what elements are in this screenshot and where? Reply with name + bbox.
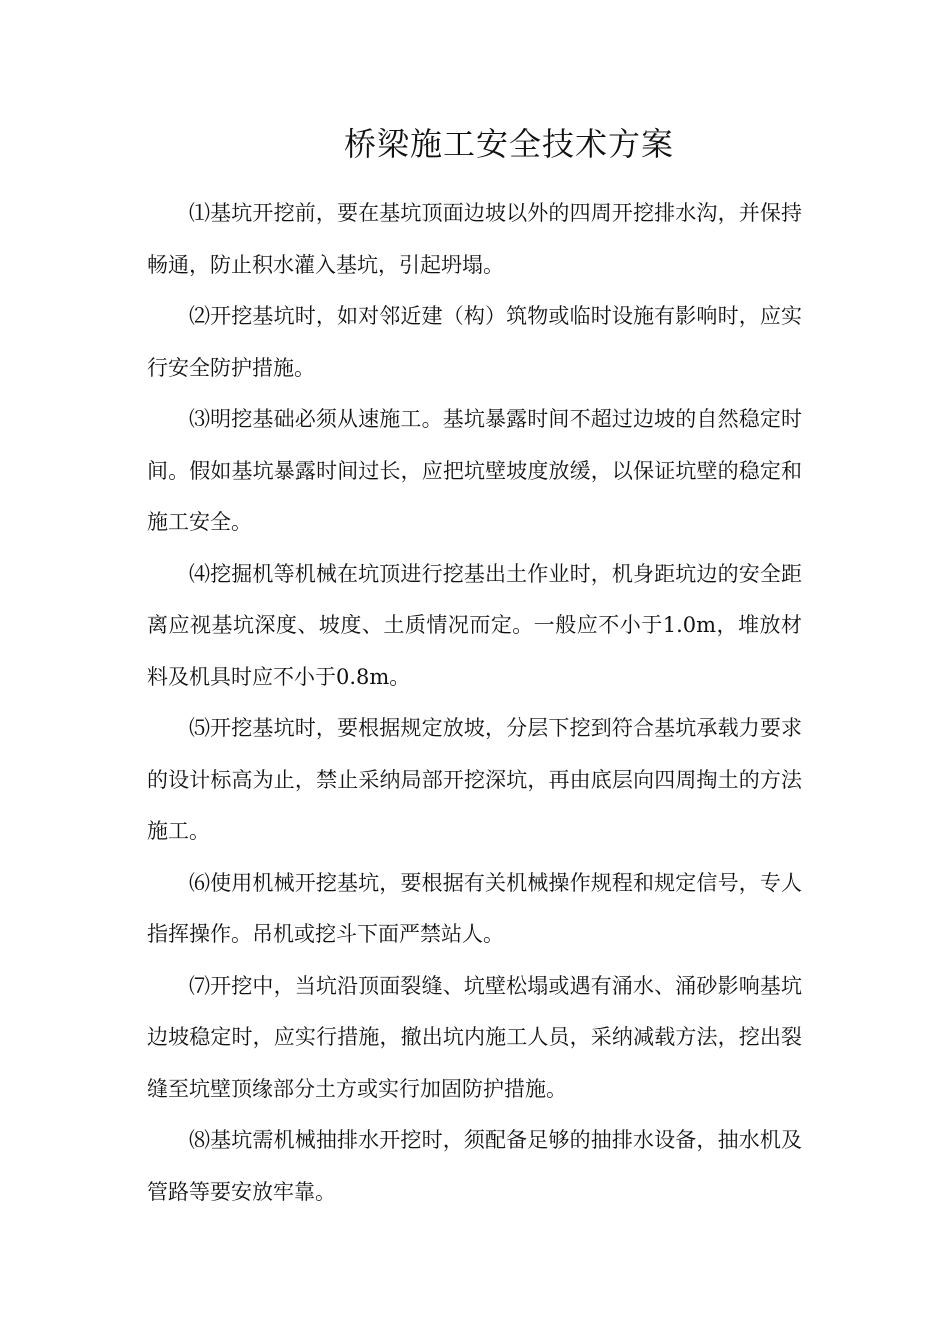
- paragraph-6: ⑹使用机械开挖基坑，要根据有关机械操作规程和规定信号，专人指挥操作。吊机或挖斗下面严禁站人。: [147, 870, 802, 946]
- document-body: [147, 188, 802, 1218]
- paragraph-8: ⑻基坑需机械抽排水开挖时，须配备足够的抽排水设备，抽水机及管路等要安放牢靠。: [147, 1128, 802, 1204]
- paragraph-1: ⑴基坑开挖前，要在基坑顶面边坡以外的四周开挖排水沟，并保持畅通，防止积水灌入基坑，引起坍塌。: [147, 201, 802, 277]
- paragraph-7: ⑺开挖中，当坑沿顶面裂缝、坑壁松塌或遇有涌水、涌砂影响基坑边坡稳定时，应实行措施，撤出坑内施工人员，采纳减载方法，挖出裂缝至坑壁顶缘部分土方或实行加固防护措施。: [147, 973, 802, 1101]
- paragraph-4: ⑷挖掘机等机械在坑顶进行挖基出土作业时，机身距坑边的安全距离应视基坑深度、坡度、土质情况而定。一般应不小于1.0m，堆放材料及机具时应不小于0.8m。: [147, 561, 802, 689]
- paragraph-5: ⑸开挖基坑时，要根据规定放坡，分层下挖到符合基坑承载力要求的设计标高为止，禁止采纳局部开挖深坑，再由底层向四周掏土的方法施工。: [147, 716, 802, 843]
- paragraph-2: ⑵开挖基坑时，如对邻近建（构）筑物或临时设施有影响时，应实行安全防护措施。: [147, 304, 802, 380]
- paragraph-3: ⑶明挖基础必须从速施工。基坑暴露时间不超过边坡的自然稳定时间。假如基坑暴露时间过长，应把坑壁坡度放缓，以保证坑壁的稳定和施工安全。: [147, 407, 802, 534]
- document-title: 桥梁施工安全技术方案: [343, 125, 674, 163]
